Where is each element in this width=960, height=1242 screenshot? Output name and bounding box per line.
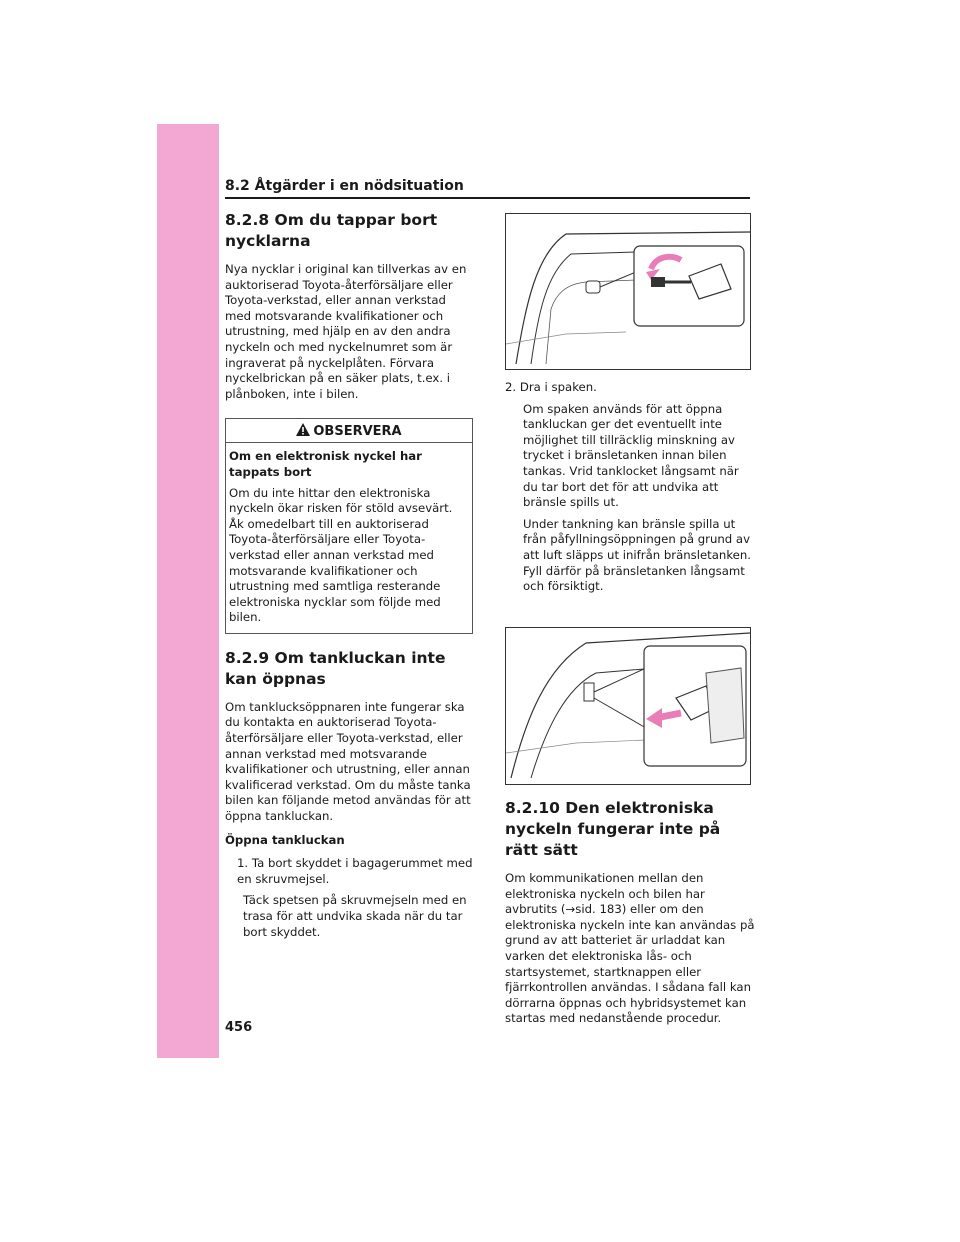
warning-icon: [296, 423, 310, 436]
step-1-text: Ta bort skyddet i bagagerummet med en skruvmejsel.: [237, 856, 473, 886]
warning-heading: OBSERVERA: [313, 424, 402, 440]
section-829-title: 8.2.9 Om tankluckan inte kan öppnas: [225, 648, 446, 688]
warning-box: [225, 418, 473, 634]
procedure-title: Öppna tankluckan: [225, 832, 345, 847]
warning-subheading: Om en elektronisk nyckel har tappats bort: [229, 449, 422, 479]
chapter-sidebar: [157, 124, 219, 1058]
step-2-note-2: Under tankning kan bränsle spilla ut från påfyllningsöppningen på grund av att luft släpps ut inifrån bränsletanken. Fyll därför på bränsletanken långsamt och försiktigt.: [523, 516, 751, 594]
step-2: [505, 380, 755, 396]
section-8210-body: Om kommunikationen mellan den elektroniska nyckeln och bilen har avbrutits (→sid. 183) eller om den elektroniska nyckeln inte kan användas på grund av att batteriet är urladdat kan varken det elektroniska lås- och startsystemet, startknappen eller fjärrkontrollen användas. I sådana fall kan dörrarna öppnas och hybridsystemet kan startas med nedanstående procedur.: [505, 871, 755, 1026]
page-header: 8.2 Åtgärder i en nödsituation: [225, 178, 750, 199]
page-number: 456: [225, 1020, 253, 1035]
step-2-number: 2.: [505, 380, 517, 394]
step-2-note-1: Om spaken används för att öppna tankluckan ger det eventuellt inte möjlighet till tillräcklig minskning av trycket i bränsletanken innan bilen tankas. Vrid tanklocket långsamt när du tar bort det för att undvika att bränsle spills ut.: [523, 401, 739, 510]
warning-body: Om du inte hittar den elektroniska nyckeln ökar risken för stöld avsevärt. Åk omedelbart till en auktoriserad Toyota-återförsäljare eller Toyota-verkstad eller annan verkstad med motsvarande kvalifikationer och utrustning med samtliga resterande elektroniska nycklar som följde med bilen.: [229, 485, 453, 625]
section-829-body: Om tanklucksöppnaren inte fungerar ska du kontakta en auktoriserad Toyota-återförsäljare eller Toyota-verkstad, eller annan verkstad med motsvarande kvalifikationer och utrustning, eller annan kvalificerad verkstad. Om du måste tanka bilen kan följande metod användas för att öppna tankluckan.: [225, 699, 471, 824]
right-column-top: [505, 380, 755, 601]
left-column: [225, 210, 473, 946]
step-2-text: Dra i spaken.: [519, 380, 597, 394]
illustration-remove-cover: [505, 213, 751, 370]
section-828-body: Nya nycklar i original kan tillverkas av en auktoriserad Toyota-återförsäljare eller Toyota-verkstad, eller annan verkstad med motsvarande kvalifikationer och utrustning, med hjälp en av den andra nyckeln och med nyckelnumret som är ingraverat på nyckelplåten. Förvara nyckelbrickan på en säker plats, t.ex. i plånboken, inte i bilen.: [225, 262, 467, 401]
illustration-pull-lever: [505, 627, 751, 785]
section-8210-title: 8.2.10 Den elektroniska nyckeln fungerar inte på rätt sätt: [505, 799, 721, 859]
step-1-number: 1.: [237, 856, 249, 871]
right-column-bottom: [505, 798, 755, 1035]
section-828-title: 8.2.8 Om du tappar bort nycklarna: [225, 211, 438, 250]
step-1-note: Täck spetsen på skruvmejseln med en trasa för att undvika skada när du tar bort skyddet.: [243, 893, 467, 939]
step-1: [225, 856, 473, 887]
warning-header: [226, 419, 472, 443]
